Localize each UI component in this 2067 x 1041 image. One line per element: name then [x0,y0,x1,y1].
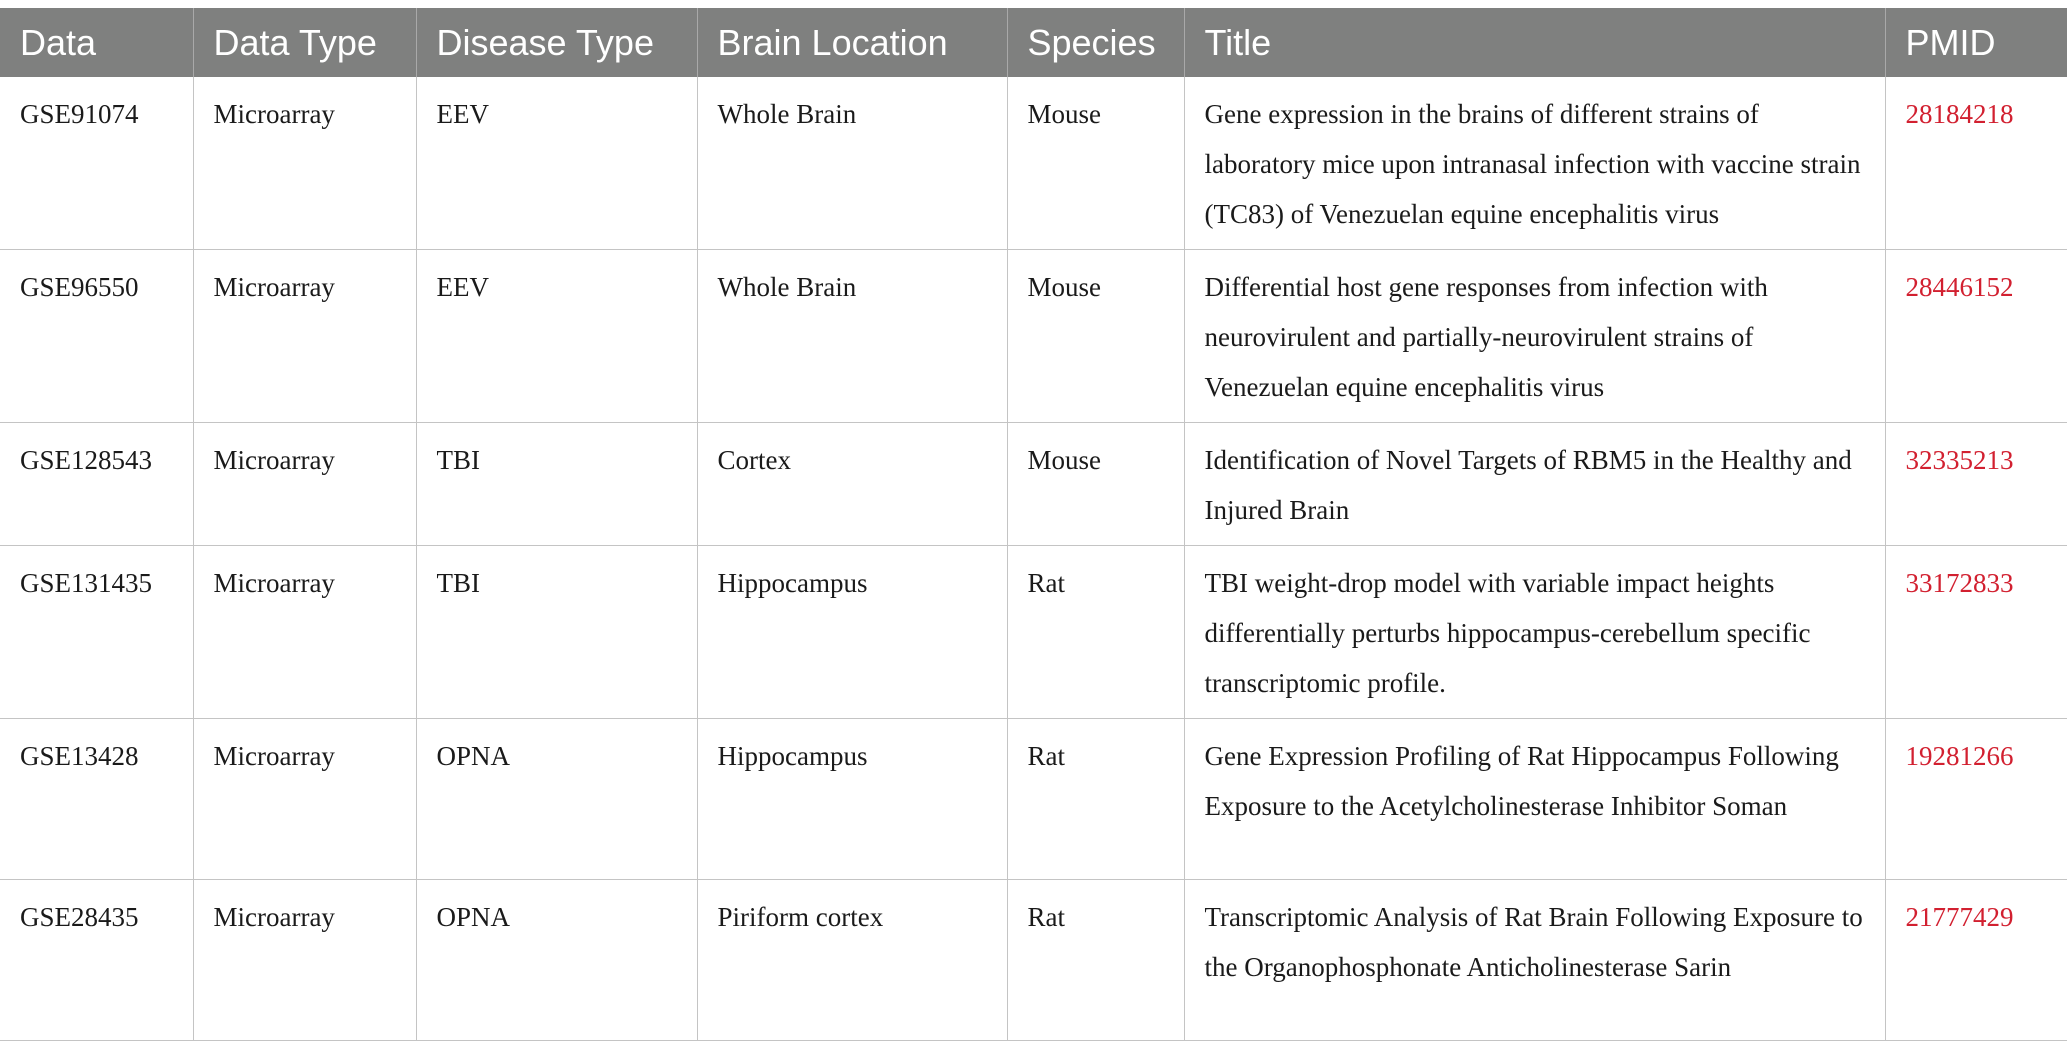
header-species[interactable]: Species [1007,8,1184,77]
cell-data-type: Microarray [193,880,416,1041]
cell-brain-location: Piriform cortex [697,880,1007,1041]
table-header-row [0,8,2067,77]
table-row [0,719,2067,880]
cell-data-type: Microarray [193,423,416,546]
dataset-table [0,8,2067,1041]
cell-data-type: Microarray [193,77,416,250]
cell-disease-type: TBI [416,546,697,719]
header-data-type[interactable]: Data Type [193,8,416,77]
cell-brain-location: Whole Brain [697,77,1007,250]
cell-title: TBI weight-drop model with variable impact heights differentially perturbs hippocampus-cerebellum specific transcriptomic profile. [1184,546,1885,719]
pmid-link[interactable]: 33172833 [1885,546,2067,719]
cell-species: Mouse [1007,250,1184,423]
cell-data: GSE131435 [0,546,193,719]
cell-data-type: Microarray [193,719,416,880]
header-title[interactable]: Title [1184,8,1885,77]
cell-data: GSE91074 [0,77,193,250]
cell-disease-type: EEV [416,77,697,250]
cell-data-type: Microarray [193,250,416,423]
cell-species: Rat [1007,546,1184,719]
cell-title: Gene Expression Profiling of Rat Hippocampus Following Exposure to the Acetylcholinesterase Inhibitor Soman [1184,719,1885,880]
header-data[interactable]: Data [20,21,97,63]
cell-data: GSE96550 [0,250,193,423]
cell-data: GSE13428 [0,719,193,880]
table-row [0,423,2067,546]
cell-species: Rat [1007,880,1184,1041]
table-row [0,250,2067,423]
pmid-link[interactable]: 19281266 [1885,719,2067,880]
cell-title: Gene expression in the brains of different strains of laboratory mice upon intranasal infection with vaccine strain (TC83) of Venezuelan equine encephalitis virus [1184,77,1885,250]
table-row [0,880,2067,1041]
header-disease-type[interactable]: Disease Type [416,8,697,77]
table-row [0,546,2067,719]
cell-brain-location: Whole Brain [697,250,1007,423]
cell-brain-location: Hippocampus [697,719,1007,880]
cell-disease-type: OPNA [416,880,697,1041]
cell-brain-location: Cortex [697,423,1007,546]
cell-disease-type: EEV [416,250,697,423]
header-brain-location[interactable]: Brain Location [697,8,1007,77]
pmid-link[interactable]: 32335213 [1885,423,2067,546]
cell-title: Transcriptomic Analysis of Rat Brain Following Exposure to the Organophosphonate Anticholinesterase Sarin [1184,880,1885,1041]
cell-data: GSE28435 [0,880,193,1041]
pmid-link[interactable]: 28184218 [1885,77,2067,250]
cell-data: GSE128543 [0,423,193,546]
dataset-table-container [0,8,2067,1041]
cell-species: Mouse [1007,77,1184,250]
table-row [0,77,2067,250]
cell-species: Rat [1007,719,1184,880]
cell-disease-type: OPNA [416,719,697,880]
header-pmid[interactable]: PMID [1885,8,2067,77]
cell-species: Mouse [1007,423,1184,546]
pmid-link[interactable]: 28446152 [1885,250,2067,423]
cell-title: Identification of Novel Targets of RBM5 in the Healthy and Injured Brain [1184,423,1885,546]
cell-disease-type: TBI [416,423,697,546]
cell-data-type: Microarray [193,546,416,719]
cell-brain-location: Hippocampus [697,546,1007,719]
cell-title: Differential host gene responses from infection with neurovirulent and partially-neurovirulent strains of Venezuelan equine encephalitis virus [1184,250,1885,423]
pmid-link[interactable]: 21777429 [1885,880,2067,1041]
